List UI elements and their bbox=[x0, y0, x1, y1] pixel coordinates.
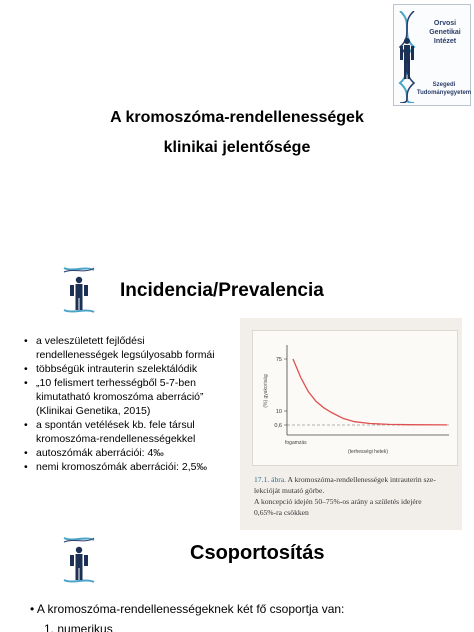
y-tick-label: 0,6 bbox=[274, 423, 282, 429]
caption-label: 17.1. ábra. bbox=[254, 475, 287, 484]
selection-curve bbox=[293, 359, 447, 425]
bullet-item: • nemi kromoszómák aberrációi: 2,5‰ bbox=[22, 460, 232, 474]
bullet-item: • a veleszületett fejlődési bbox=[22, 334, 232, 348]
dna-person-icon bbox=[62, 534, 96, 588]
y-tick-label: 75 bbox=[275, 357, 282, 363]
x-axis-label: (terhességi hetek) bbox=[347, 449, 389, 455]
bullet-item: (Klinikai Genetika, 2015) bbox=[36, 405, 151, 417]
chart-area bbox=[252, 330, 458, 466]
y-tick-label: 10 bbox=[275, 409, 282, 415]
dna-person-icon bbox=[62, 264, 96, 318]
logo-text-bottom bbox=[416, 81, 472, 97]
logo-line-4: Tudományegyetem bbox=[416, 90, 472, 96]
bullet-item: • a spontán vetélések kb. fele társul bbox=[22, 418, 232, 432]
logo-line-1: Orvosi Genetikai bbox=[429, 20, 461, 36]
institute-logo bbox=[393, 4, 471, 106]
y-axis-label: (%) gyakoriság bbox=[263, 374, 269, 408]
bullet-item: • többségük intrauterin szelektálódik bbox=[22, 362, 232, 376]
caption-line-3: A koncepció idején 50–75%-os arány a születés idejére bbox=[254, 497, 422, 506]
slide-title-line-2: klinikai jelentősége bbox=[163, 139, 311, 156]
dna-figure-icon bbox=[396, 11, 418, 103]
caption-line-1: A kromoszóma-rendellenességek intrauterin sze- bbox=[286, 475, 436, 484]
slide-heading: Incidencia/Prevalencia bbox=[120, 280, 324, 301]
bullet-text: A kromoszóma-rendellenességeknek két fő csoportja van: bbox=[36, 602, 345, 616]
selection-curve-chart bbox=[253, 331, 459, 467]
caption-line-2: lekcióját mutató görbe. bbox=[254, 486, 325, 495]
logo-text-top bbox=[418, 19, 472, 46]
slide-incidence bbox=[0, 258, 474, 530]
textbook-figure-photo bbox=[240, 318, 462, 530]
slide-heading: Csoportosítás bbox=[190, 542, 325, 564]
bullet-item: • „10 felismert terhességből 5-7-ben bbox=[22, 376, 232, 390]
slide-title bbox=[0, 0, 474, 258]
figure-caption bbox=[254, 474, 458, 518]
bullet-item: rendellenességek legsúlyosabb formái bbox=[36, 349, 215, 361]
x-start-label: fogamzás bbox=[285, 440, 307, 446]
slide-title-line-1: A kromoszóma-rendellenességek bbox=[110, 109, 364, 126]
numbered-item: 1. numerikus bbox=[44, 622, 113, 632]
bullet-item: kromoszóma-rendellenességekkel bbox=[36, 433, 196, 445]
logo-line-3: Szegedi bbox=[432, 82, 456, 88]
bullet-item: • autoszómák aberrációi: 4‰ bbox=[22, 446, 232, 460]
bullet-item: • A kromoszóma-rendellenességeknek két fő csoportja van: bbox=[30, 602, 345, 616]
bullet-item: kimutatható kromoszóma aberráció” bbox=[36, 391, 204, 403]
caption-line-4: 0,65%-ra csökken bbox=[254, 508, 309, 517]
slide-classification bbox=[0, 530, 474, 632]
logo-line-2: Intézet bbox=[433, 38, 457, 45]
bullet-list bbox=[22, 334, 232, 474]
